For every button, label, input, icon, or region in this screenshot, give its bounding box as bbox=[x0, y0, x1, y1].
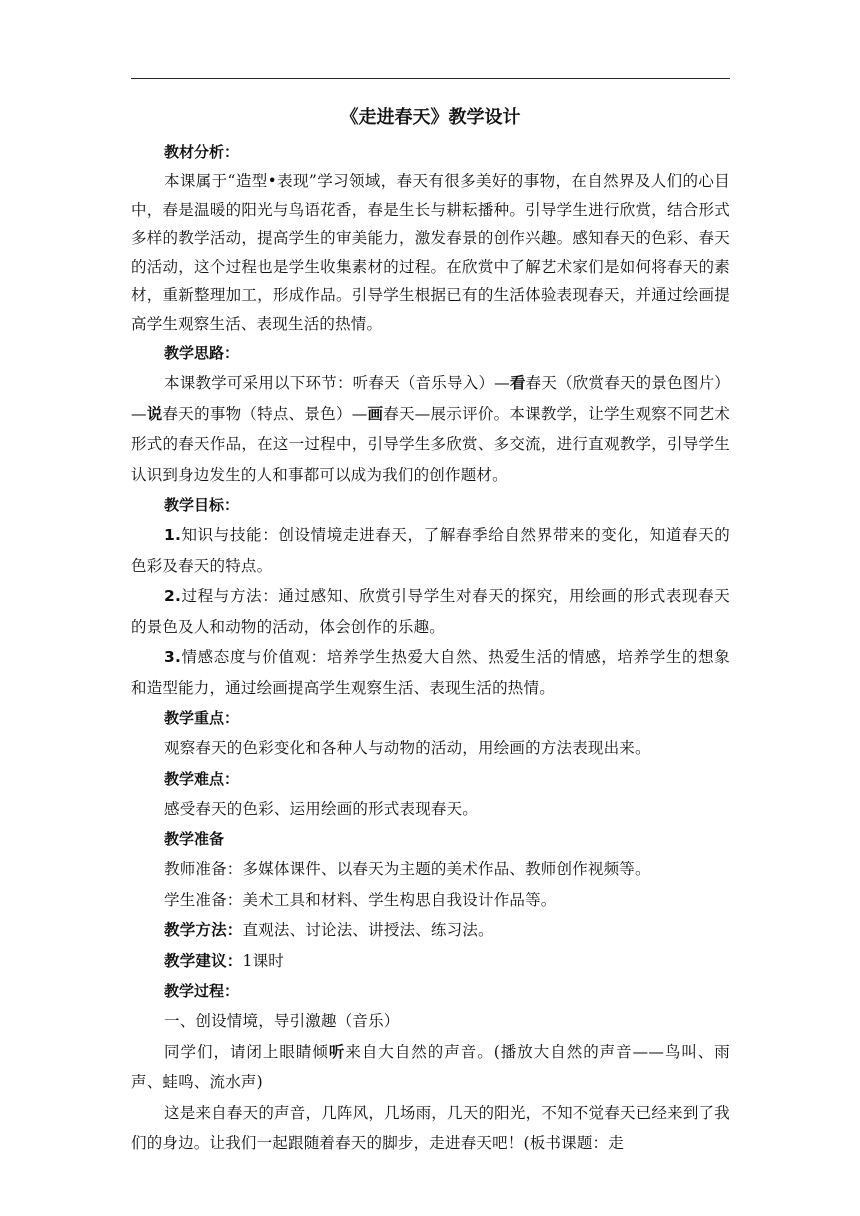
goal-number: 1. bbox=[164, 526, 182, 544]
paragraph-student-prep: 学生准备：美术工具和材料、学生构思自我设计作品等。 bbox=[164, 890, 557, 909]
goal-number: 3. bbox=[164, 648, 182, 666]
heading-preparation: 教学准备 bbox=[164, 830, 225, 848]
goal-text: 过程与方法：通过感知、欣赏引导学生对春天的探究，用绘画的形式表现春天的景色及人和动物的活动，体会创作的乐趣。 bbox=[131, 587, 730, 636]
methods-label: 教学方法： bbox=[164, 921, 243, 939]
thinking-bold-look: 看 bbox=[509, 374, 526, 392]
heading-analysis: 教材分析： bbox=[164, 143, 240, 161]
paragraph-thinking bbox=[131, 368, 730, 490]
process-bold-listen: 听 bbox=[328, 1042, 346, 1061]
thinking-text-2: 春天（欣赏春天的景色图片）— bbox=[131, 374, 730, 423]
process-paragraph-1 bbox=[131, 1037, 730, 1098]
heading-key-points: 教学重点： bbox=[164, 709, 240, 727]
paragraph-analysis: 本课属于“造型•表现”学习领域，春天有很多美好的事物，在自然界及人们的心目中，春是温暖的阳光与鸟语花香，春是生长与耕耘播种。引导学生进行欣赏，结合形式多样的教学活动，提高学生的审美能力，激发春景的创作兴趣。感知春天的色彩、春天的活动，这个过程也是学生收集素材的过程。在欣赏中了解艺术家们是如何将春天的素材，重新整理加工，形成作品。引导学生根据已有的生活体验表现春天，并通过绘画提高学生观察生活、表现生活的热情。 bbox=[131, 172, 730, 333]
paragraph-teacher-prep: 教师准备：多媒体课件、以春天为主题的美术作品、教师创作视频等。 bbox=[164, 860, 651, 878]
goal-text: 情感态度与价值观：培养学生热爱大自然、热爱生活的情感，培养学生的想象和造型能力，通过绘画提高学生观察生活、表现生活的热情。 bbox=[131, 648, 730, 697]
thinking-text-3: 春天的事物（特点、景色）— bbox=[162, 404, 368, 423]
header-rule bbox=[131, 78, 730, 79]
suggestion-label: 教学建议： bbox=[164, 951, 243, 970]
document-title: 《走进春天》教学设计 bbox=[340, 107, 521, 128]
document-body bbox=[131, 103, 730, 1159]
process-text-1c: 来自大自然的声音。(播放大自然的声音——鸟叫、雨声、蛙鸣、流水声) bbox=[131, 1042, 730, 1091]
heading-goals: 教学目标： bbox=[164, 496, 240, 514]
thinking-bold-draw: 画 bbox=[367, 404, 384, 423]
thinking-text-1: 本课教学可采用以下环节：听春天（音乐导入）— bbox=[164, 374, 510, 392]
heading-difficulties: 教学难点： bbox=[164, 769, 240, 788]
process-paragraph-2: 这是来自春天的声音，几阵风，几场雨，几天的阳光，不知不觉春天已经来到了我们的身边。让我们一起跟随着春天的脚步，走进春天吧！(板书课题：走 bbox=[131, 1103, 730, 1152]
thinking-text-4: 春天—展示评价。本课教学，让学生观察不同艺术形式的春天作品，在这一过程中，引导学生多欣赏、多交流，进行直观教学，引导学生认识到身边发生的人和事都可以成为我们的创作题材。 bbox=[131, 404, 731, 484]
paragraph-suggestion bbox=[131, 946, 730, 977]
paragraph-difficulties: 感受春天的色彩、运用绘画的形式表现春天。 bbox=[164, 799, 479, 818]
process-step-1: 一、创设情境，导引激趣（音乐） bbox=[164, 1012, 400, 1030]
heading-thinking: 教学思路： bbox=[164, 344, 240, 362]
paragraph-methods bbox=[131, 915, 730, 946]
thinking-bold-say: 说 bbox=[146, 404, 163, 423]
goal-number: 2. bbox=[164, 587, 182, 605]
methods-text: 直观法、讨论法、讲授法、练习法。 bbox=[242, 921, 494, 939]
goal-item bbox=[131, 520, 730, 581]
process-text-1a: 同学们，请闭上眼睛倾 bbox=[164, 1042, 329, 1061]
goal-item bbox=[131, 642, 730, 703]
suggestion-text: 1课时 bbox=[242, 951, 284, 970]
goal-item bbox=[131, 581, 730, 642]
goal-text: 知识与技能：创设情境走进春天，了解春季给自然界带来的变化，知道春天的色彩及春天的特点。 bbox=[131, 526, 730, 575]
paragraph-key-points: 观察春天的色彩变化和各种人与动物的活动，用绘画的方法表现出来。 bbox=[164, 739, 651, 757]
heading-process: 教学过程： bbox=[164, 982, 240, 1000]
